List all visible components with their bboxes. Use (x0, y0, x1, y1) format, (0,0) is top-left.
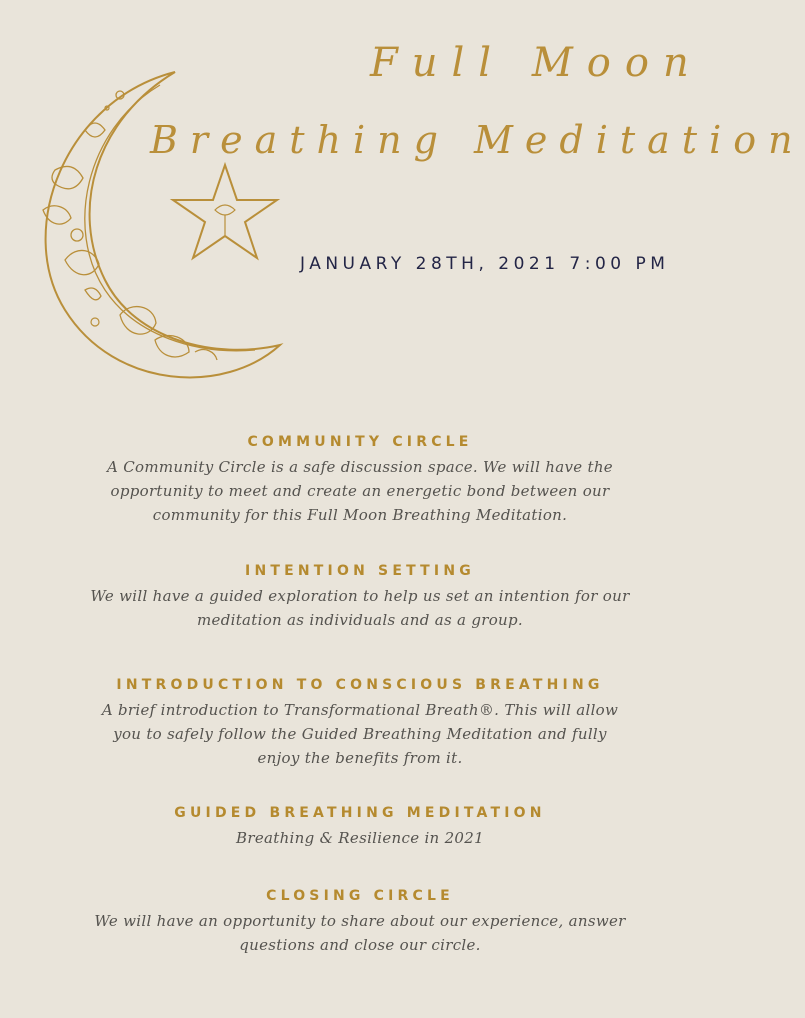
section-heading: COMMUNITY CIRCLE (247, 434, 473, 450)
star-icon (173, 165, 277, 258)
section-body: A brief introduction to Transformational Breath®. This will allow you to safely follow the Guided Breathing Meditation and fully enjoy the benefits from it. (101, 701, 619, 767)
section-intention-setting (90, 563, 630, 632)
section-community-circle (90, 434, 630, 527)
section-body: We will have an opportunity to share about our experience, answer questions and close our circle. (94, 912, 626, 954)
event-date: JANUARY 28TH, 2021 7:00 PM (300, 254, 670, 274)
crescent-moon-icon (25, 60, 315, 390)
section-introduction-conscious-breathing (90, 677, 630, 770)
section-closing-circle (90, 888, 630, 957)
section-body: We will have a guided exploration to help us set an intention for our meditation as individuals and as a group. (90, 587, 630, 629)
title-line-2: Breathing Meditation (150, 118, 805, 162)
section-heading: INTRODUCTION TO CONSCIOUS BREATHING (116, 677, 604, 693)
section-body: Breathing & Resilience in 2021 (236, 829, 484, 847)
section-heading: INTENTION SETTING (245, 563, 475, 579)
section-body: A Community Circle is a safe discussion space. We will have the opportunity to meet and create an energetic bond between our community for this Full Moon Breathing Meditation. (107, 458, 613, 524)
section-heading: CLOSING CIRCLE (266, 888, 454, 904)
section-heading: GUIDED BREATHING MEDITATION (174, 805, 546, 821)
section-guided-breathing-meditation (90, 805, 630, 850)
title-line-1: Full Moon (370, 40, 703, 86)
